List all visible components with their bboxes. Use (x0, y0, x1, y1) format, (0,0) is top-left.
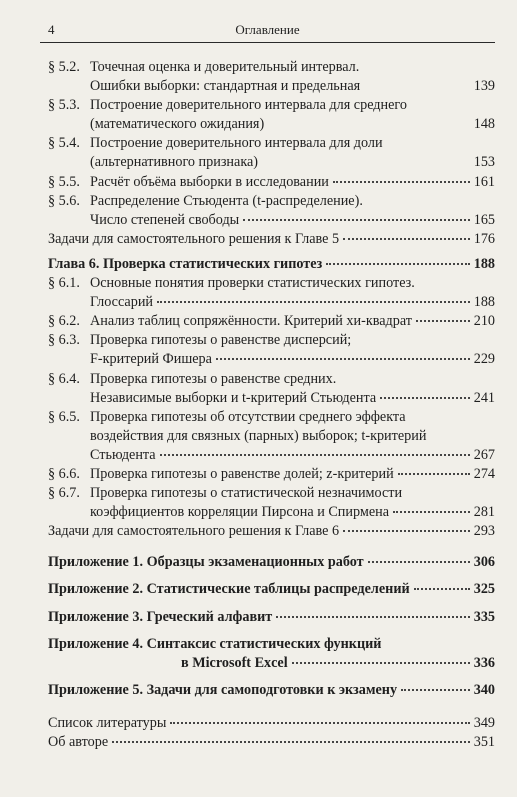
toc-entry-s5-6[interactable] (48, 192, 495, 230)
entry-title-line: F-критерий Фишера (90, 351, 212, 368)
dot-leader (416, 320, 470, 322)
toc-entry-app1[interactable] (48, 553, 495, 572)
appendix-title: Задачи для самоподготовки к экзамену (146, 681, 398, 698)
section-number: § 6.6. (48, 465, 80, 482)
entry-title-line: Проверка гипотезы о равенстве дисперсий; (90, 332, 352, 349)
page-ref: 306 (473, 554, 495, 571)
toc-entry-app3[interactable] (48, 608, 495, 627)
toc-entry-app2[interactable] (48, 580, 495, 599)
page-ref: 349 (473, 714, 495, 731)
page-ref: 210 (473, 313, 495, 330)
entry-title-line: Точечная оценка и доверительный интервал. (90, 59, 360, 75)
dot-leader (160, 454, 470, 456)
page-ref: 351 (473, 734, 495, 750)
page-ref: 148 (473, 116, 495, 133)
toc-entry-tasks5[interactable] (48, 230, 495, 249)
entry-title-line: Ошибки выборки: стандартная и предельная (90, 78, 361, 95)
dot-leader (414, 588, 470, 590)
page-ref: 281 (473, 504, 495, 521)
entry-title-line: (математического ожидания) (90, 116, 265, 133)
toc-entry-s6-1[interactable] (48, 274, 495, 312)
section-number: § 5.3. (48, 97, 80, 114)
toc-entry-author[interactable] (48, 733, 495, 752)
dot-leader (398, 473, 470, 475)
appendix-title: Статистические таблицы распределений (146, 581, 410, 598)
entry-title-line: Основные понятия проверки статистических гипотез. (90, 275, 415, 292)
dot-leader (292, 662, 470, 664)
dot-leader (343, 530, 470, 532)
entry-title-line: коэффициентов корреляции Пирсона и Спирмена (90, 504, 390, 521)
dot-leader (216, 358, 470, 360)
dot-leader (393, 511, 470, 513)
appendix-title: Греческий алфавит (146, 608, 273, 625)
entry-title-line: Независимые выборки и t-критерий Стьюдента (90, 389, 377, 406)
toc-entry-ch6[interactable] (48, 255, 495, 274)
page-ref: 325 (473, 581, 495, 598)
appendix-label: Приложение 3. (48, 608, 144, 625)
page-ref: 188 (473, 294, 495, 311)
entry-title-line: Проверка гипотезы об отсутствии среднего эффекта (90, 408, 406, 425)
entry-title-line: Об авторе (48, 734, 109, 750)
section-number: § 5.2. (48, 59, 80, 75)
page-ref: 176 (473, 230, 495, 247)
entry-title-line: Анализ таблиц сопряжённости. Критерий хи-квадрат (90, 313, 412, 330)
entry-title-line: воздействия для связных (парных) выборок; t-критерий (90, 427, 427, 444)
toc-entry-s5-2[interactable] (48, 58, 495, 96)
entry-title-line: Распределение Стьюдента (t-распределение). (90, 192, 363, 209)
appendix-title: Образцы экзаменационных работ (146, 554, 364, 571)
table-of-contents (48, 58, 495, 752)
page-ref: 274 (473, 465, 495, 482)
toc-entry-s5-4[interactable] (48, 134, 495, 172)
entry-title-line: Глоссарий (90, 294, 154, 311)
entry-title-line: Построение доверительного интервала для доли (90, 135, 383, 152)
page-ref: 188 (473, 255, 495, 272)
appendix-label: Приложение 5. (48, 681, 144, 698)
toc-entry-s6-7[interactable] (48, 484, 495, 522)
section-number: § 6.5. (48, 408, 80, 425)
appendix-label: Приложение 4. (48, 635, 144, 652)
dot-leader (276, 616, 469, 618)
page-ref: 165 (473, 211, 495, 228)
page-ref: 139 (473, 78, 495, 95)
page-ref: 241 (473, 389, 495, 406)
entry-title-line: Проверка гипотезы о статистической незначимости (90, 485, 403, 502)
appendix-title: Синтаксис статистических функций (146, 635, 382, 652)
dot-leader (157, 301, 470, 303)
page-ref: 161 (473, 173, 495, 190)
dot-leader (112, 741, 470, 743)
dot-leader (368, 561, 470, 563)
entry-title-line: Глава 6. Проверка статистических гипотез (48, 255, 323, 272)
section-number: § 5.6. (48, 192, 80, 209)
section-number: § 5.5. (48, 173, 80, 190)
page-ref: 293 (473, 523, 495, 540)
appendix-label: Приложение 2. (48, 581, 144, 598)
dot-leader (401, 689, 470, 691)
toc-entry-app5[interactable] (48, 681, 495, 700)
dot-leader (380, 397, 470, 399)
section-number: § 5.4. (48, 135, 80, 152)
toc-entry-s5-5[interactable] (48, 173, 495, 192)
page-ref: 153 (473, 154, 495, 171)
toc-entry-s6-3[interactable] (48, 331, 495, 369)
entry-title-line: Построение доверительного интервала для среднего (90, 97, 407, 114)
running-title: Оглавление (235, 22, 300, 37)
page-ref: 267 (473, 446, 495, 463)
page-ref: 336 (473, 654, 495, 671)
entry-title-line: Стьюдента (90, 446, 156, 463)
dot-leader (326, 263, 469, 265)
section-number: § 6.4. (48, 370, 80, 387)
dot-leader (333, 181, 470, 183)
entry-title-line: Проверка гипотезы о равенстве долей; z-критерий (90, 465, 394, 482)
page-ref: 335 (473, 608, 495, 625)
toc-entry-app4[interactable] (48, 635, 495, 673)
entry-title-line: Задачи для самостоятельного решения к Главе 6 (48, 523, 340, 540)
appendix-title: в Microsoft Excel (181, 654, 288, 671)
toc-entry-s6-6[interactable] (48, 465, 495, 484)
entry-title-line: Число степеней свободы (90, 211, 240, 228)
entry-title-line: (альтернативного признака) (90, 154, 259, 171)
toc-entry-s5-3[interactable] (48, 96, 495, 134)
page-number: 4 (48, 22, 55, 37)
toc-entry-s6-5[interactable] (48, 408, 495, 465)
appendix-label: Приложение 1. (48, 554, 144, 571)
section-number: § 6.1. (48, 275, 80, 292)
running-header (40, 20, 495, 43)
page-ref: 229 (473, 351, 495, 368)
section-number: § 6.2. (48, 313, 80, 330)
dot-leader (243, 219, 470, 221)
page-ref: 340 (473, 681, 495, 698)
section-number: § 6.3. (48, 332, 80, 349)
toc-entry-s6-4[interactable] (48, 370, 495, 408)
section-number: § 6.7. (48, 485, 80, 502)
toc-entry-s6-2[interactable] (48, 312, 495, 331)
entry-title-line: Задачи для самостоятельного решения к Главе 5 (48, 230, 340, 247)
entry-title-line: Проверка гипотезы о равенстве средних. (90, 370, 337, 387)
entry-title-line: Список литературы (48, 714, 167, 731)
toc-entry-lit[interactable] (48, 714, 495, 733)
dot-leader (343, 238, 470, 240)
toc-entry-tasks6[interactable] (48, 522, 495, 541)
dot-leader (170, 722, 469, 724)
entry-title-line: Расчёт объёма выборки в исследовании (90, 173, 329, 190)
